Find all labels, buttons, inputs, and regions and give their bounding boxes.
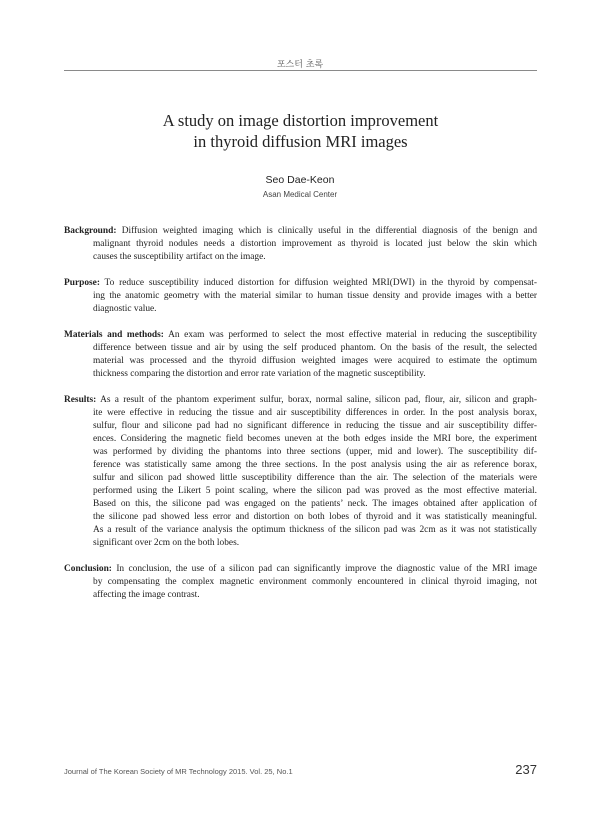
- page-number: 237: [515, 762, 537, 777]
- section-line: diagnostic value.: [93, 304, 157, 314]
- section-text: Diffusion weighted imaging which is clinically useful in the differential diagnosis of the benign and: [121, 226, 538, 236]
- section-line: significant over 2cm on the both lobes.: [93, 538, 240, 548]
- author-affiliation: Asan Medical Center: [262, 190, 338, 199]
- section-line: causes the susceptibility artifact on the image.: [93, 252, 266, 262]
- section-text: In conclusion, the use of a silicon pad can significantly improve the diagnostic value of the MRI image: [116, 564, 538, 574]
- section-text: As a result of the phantom experiment sulfur, borax, normal saline, silicon pad, flour, air, silicon and graph-: [100, 395, 537, 405]
- section-line: sulfur, flour and silicone pad had no significant difference in reducing the tissue and air susceptibility differ-: [93, 421, 537, 431]
- section-line: [64, 329, 537, 342]
- section-line: was performed by dividing the phantoms into three sections (upper, mid and lower). The susceptibility dif-: [93, 447, 537, 457]
- abstract-section: [64, 225, 537, 264]
- paper-title: [64, 110, 537, 152]
- section-line: [64, 563, 537, 576]
- title-line-2: in thyroid diffusion MRI images: [193, 132, 408, 151]
- section-heading: Results:: [64, 395, 97, 405]
- abstract-section: [64, 277, 537, 316]
- header-divider: [64, 70, 537, 71]
- section-text: To reduce susceptibility induced distortion for diffusion weighted MRI(DWI) in the thyroid by compensat-: [104, 278, 537, 288]
- section-line: affecting the image contrast.: [93, 590, 200, 600]
- section-line: [64, 277, 537, 290]
- abstract-body: [64, 225, 537, 615]
- section-line: Based on this, the silicone pad was engaged on the patients’ neck. The images obtained after application of: [93, 499, 537, 509]
- section-heading: Materials and methods:: [64, 330, 164, 340]
- abstract-section: [64, 394, 537, 550]
- section-line: difference between tissue and air by using the self produced phantom. On the basis of the result, the selected: [93, 343, 537, 353]
- section-line: sulfur and silicon pad showed little susceptibility difference than the air. The selection of the materials were: [93, 473, 537, 483]
- section-line: As a result of the variance analysis the optimum thickness of the silicon pad was 2cm as it was not statistically: [93, 525, 537, 535]
- title-line-1: A study on image distortion improvement: [162, 111, 439, 130]
- section-heading: Purpose:: [64, 278, 100, 288]
- section-line: the silicone pad showed less error and distortion on both lobes of thyroid and it was statistically meaningful.: [93, 512, 537, 522]
- section-text: An exam was performed to select the most effective material in reducing the susceptibility: [168, 330, 538, 340]
- section-heading: Background:: [64, 226, 117, 236]
- abstract-section: [64, 563, 537, 602]
- section-heading: Conclusion:: [64, 564, 112, 574]
- section-line: ences. Considering the magnetic field becomes uneven at the both edges inside the MRI bore, the experiment: [93, 434, 537, 444]
- section-line: thickness comparing the distortion and error rate variation of the magnetic susceptibility.: [93, 369, 426, 379]
- section-line: ference was statistically same among the three sections. In the post analysis using the air as reference borax,: [93, 460, 537, 470]
- journal-footer: Journal of The Korean Society of MR Technology 2015. Vol. 25, No.1: [64, 767, 293, 776]
- abstract-section: [64, 329, 537, 381]
- running-header: 포스터 초록: [276, 60, 324, 70]
- section-line: performed using the Likert 5 point scaling, where the silicon pad was proved as the most effective material.: [93, 486, 537, 496]
- section-line: by compensating the complex magnetic environment commonly encountered in clinical thyroid imaging, not: [93, 577, 537, 587]
- section-line: malignant thyroid nodules needs a distortion improvement as thyroid is located just below the skin which: [93, 239, 537, 249]
- section-line: ing the anatomic geometry with the material similar to human tissue density and provide images with a better: [93, 291, 537, 301]
- section-line: [64, 225, 537, 238]
- author-name: Seo Dae-Keon: [265, 174, 335, 186]
- section-line: ite were effective in reducing the tissue and air susceptibility differences in order. In the post analysis borax,: [93, 408, 537, 418]
- section-line: [64, 394, 537, 407]
- section-line: material was processed and the thyroid diffusion weighted images were acquired to estimate the optimum: [93, 356, 537, 366]
